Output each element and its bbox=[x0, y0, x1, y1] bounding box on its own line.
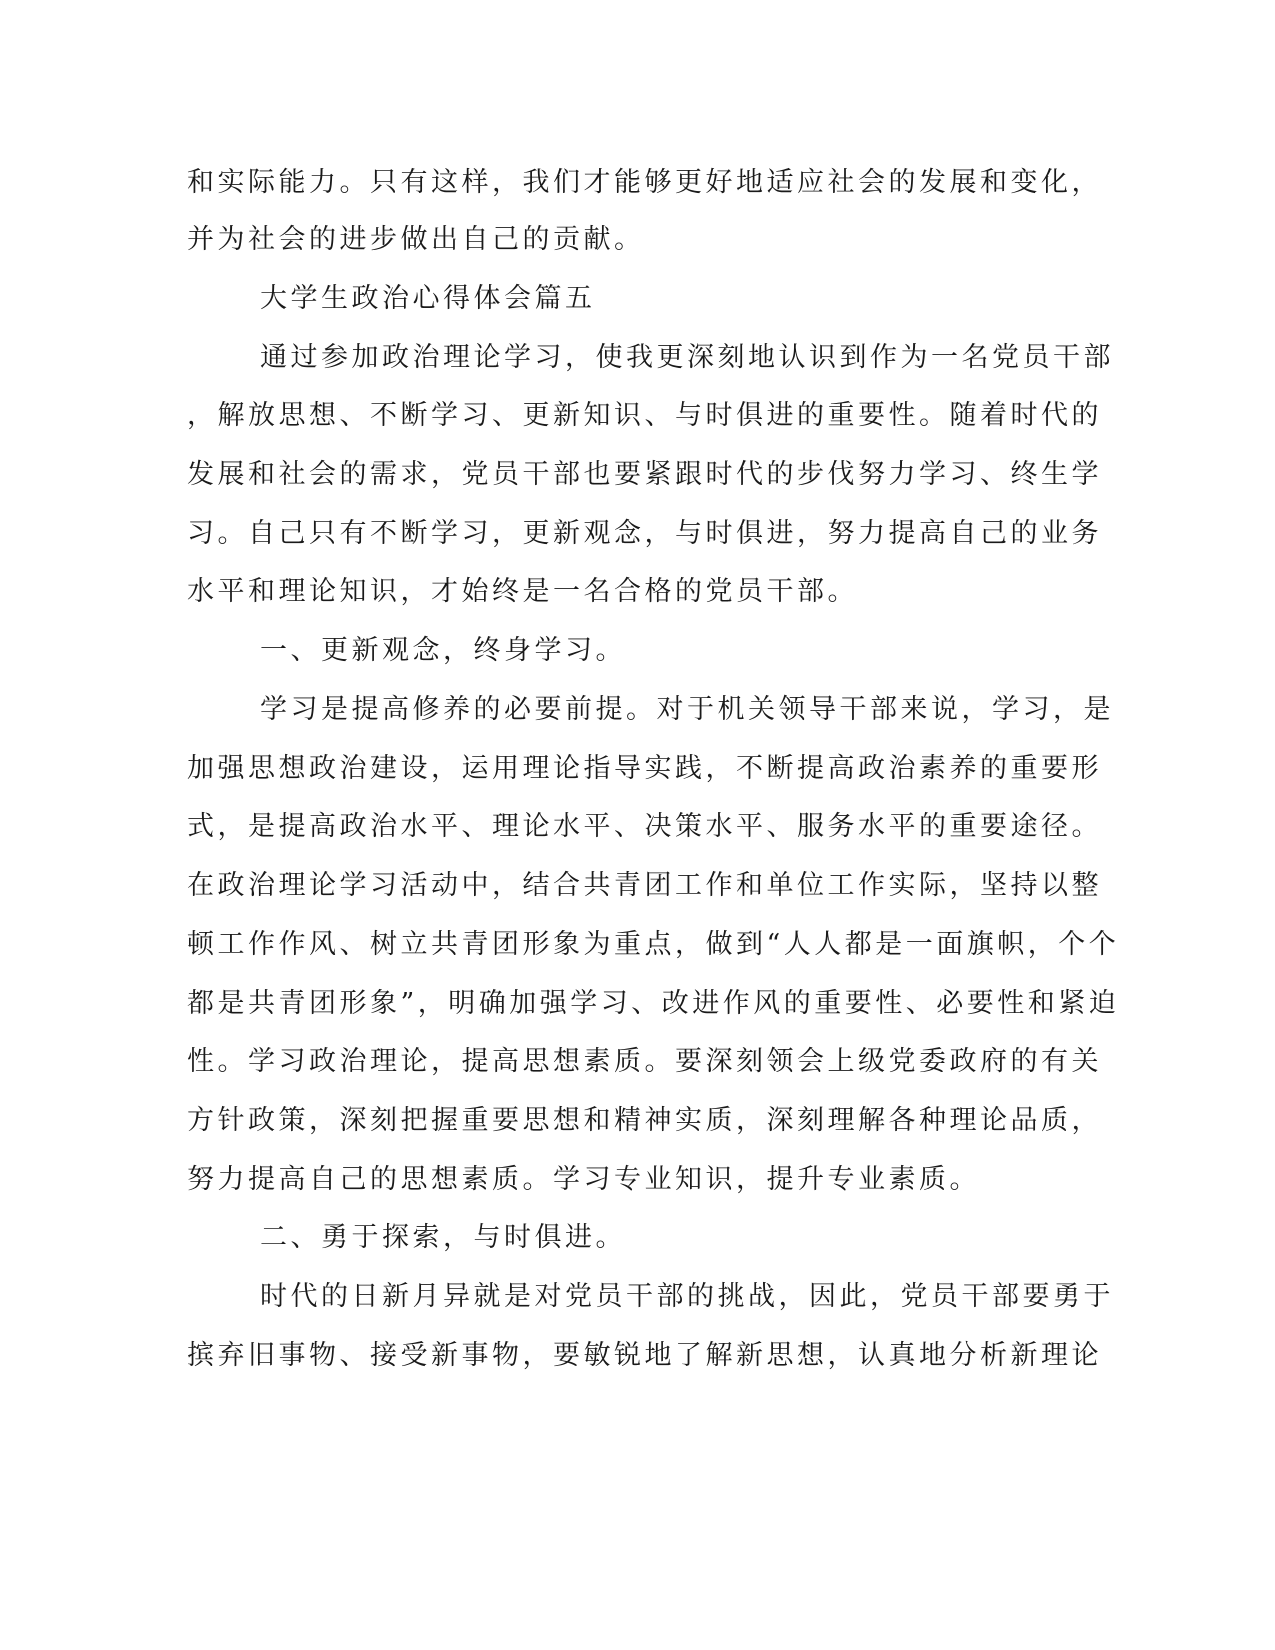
text-line: 时代的日新月异就是对党员干部的挑战，因此，党员干部要勇于 bbox=[260, 1281, 1114, 1312]
text-line: 发展和社会的需求，党员干部也要紧跟时代的步伐努力学习、终生学 bbox=[187, 459, 1102, 490]
text-line: 式，是提高政治水平、理论水平、决策水平、服务水平的重要途径。 bbox=[187, 811, 1102, 842]
subheading: 二、勇于探索，与时俱进。 bbox=[260, 1222, 626, 1253]
text-line: 通过参加政治理论学习，使我更深刻地认识到作为一名党员干部 bbox=[260, 342, 1114, 373]
text-line: 并为社会的进步做出自己的贡献。 bbox=[187, 224, 645, 255]
text-line: 习。自己只有不断学习，更新观念，与时俱进，努力提高自己的业务 bbox=[187, 518, 1102, 549]
text-line: 顿工作作风、树立共青团形象为重点，做到“人人都是一面旗帜，个个 bbox=[187, 929, 1120, 960]
text-line: 摈弃旧事物、接受新事物，要敏锐地了解新思想，认真地分析新理论 bbox=[187, 1340, 1102, 1371]
text-line: 加强思想政治建设，运用理论指导实践，不断提高政治素养的重要形 bbox=[187, 753, 1102, 784]
section-heading: 大学生政治心得体会篇五 bbox=[260, 283, 596, 314]
subheading: 一、更新观念，终身学习。 bbox=[260, 635, 626, 666]
text-line: 学习是提高修养的必要前提。对于机关领导干部来说，学习，是 bbox=[260, 694, 1114, 725]
text-line: 都是共青团形象”，明确加强学习、改进作风的重要性、必要性和紧迫 bbox=[187, 988, 1120, 1019]
text-line: ，解放思想、不断学习、更新知识、与时俱进的重要性。随着时代的 bbox=[187, 400, 1102, 431]
text-line: 在政治理论学习活动中，结合共青团工作和单位工作实际，坚持以整 bbox=[187, 870, 1102, 901]
text-line: 水平和理论知识，才始终是一名合格的党员干部。 bbox=[187, 576, 858, 607]
text-line: 和实际能力。只有这样，我们才能够更好地适应社会的发展和变化， bbox=[187, 167, 1102, 198]
text-line: 努力提高自己的思想素质。学习专业知识，提升专业素质。 bbox=[187, 1164, 980, 1195]
text-line: 方针政策，深刻把握重要思想和精神实质，深刻理解各种理论品质， bbox=[187, 1105, 1102, 1136]
text-line: 性。学习政治理论，提高思想素质。要深刻领会上级党委政府的有关 bbox=[187, 1046, 1102, 1077]
